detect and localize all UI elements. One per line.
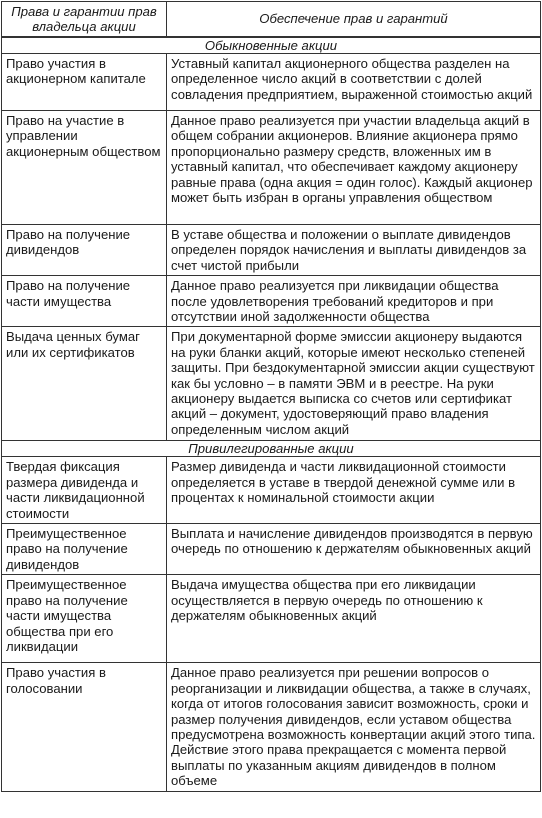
- table-row: [2, 663, 541, 791]
- header-guarantees: Обеспечение прав и гарантий: [167, 2, 541, 38]
- table-row: [2, 54, 541, 111]
- right-cell: Право участия в акционерном капитале: [2, 54, 167, 111]
- guarantee-cell: Данное право реализуется при решении вопросов о реорганизации и ликвидации общества, а также в случаях, когда от итогов голосования зависит возможность, сроки и размер получения дивидендов, если уставом общества предусмотрена возможность конвертации акций этого типа. Действие этого права прекращается с момента первой выплаты по указанным акциям дивидендов в полном объеме: [167, 663, 541, 791]
- guarantee-cell: В уставе общества и положении о выплате дивидендов определен порядок начисления и выплаты дивидендов за счет чистой прибыли: [167, 225, 541, 276]
- table-row: [2, 225, 541, 276]
- table-row: [2, 111, 541, 225]
- table-header-row: [2, 2, 541, 38]
- guarantee-cell: Выдача имущества общества при его ликвидации осуществляется в первую очередь по отношению к держателям обыкновенных акций: [167, 575, 541, 663]
- right-cell: Твердая фиксация размера дивиденда и части ликвидационной стоимости: [2, 457, 167, 524]
- guarantee-cell: При документарной форме эмиссии акционеру выдаются на руки бланки акций, которые имеют несколько степеней защиты. При бездокументарной эмиссии акции существуют как бы условно – в памяти ЭВМ и в реестре. На руки акционеру выдается выписка со счетов или сертификат акций – документ, удостоверяющий право владения определенным числом акций: [167, 327, 541, 441]
- right-cell: Выдача ценных бумаг или их сертификатов: [2, 327, 167, 441]
- guarantee-cell: Уставный капитал акционерного общества разделен на определенное число акций в соответствии с долей совладения предприятием, выраженной стоимостью акций: [167, 54, 541, 111]
- right-cell: Преимущественное право на получение части имущества общества при его ликвидации: [2, 575, 167, 663]
- table-row: [2, 575, 541, 663]
- right-cell: Право на получение части имущества: [2, 276, 167, 327]
- right-cell: Право на получение дивидендов: [2, 225, 167, 276]
- header-rights: Права и гарантии прав владельца акции: [2, 2, 167, 38]
- section-row-preferred: [2, 441, 541, 457]
- section-row-ordinary: [2, 37, 541, 54]
- table-row: [2, 524, 541, 575]
- guarantee-cell: Данное право реализуется при ликвидации общества после удовлетворения требований кредиторов и при отсутствии иной задолженности общества: [167, 276, 541, 327]
- guarantee-cell: Выплата и начисление дивидендов производятся в первую очередь по отношению к держателям обыкновенных акций: [167, 524, 541, 575]
- table-row: [2, 276, 541, 327]
- rights-table: [1, 1, 541, 792]
- right-cell: Право участия в голосовании: [2, 663, 167, 791]
- guarantee-cell: Данное право реализуется при участии владельца акций в общем собрании акционеров. Влияние акционера прямо пропорционально размеру средств, вложенных им в уставный капитал, что обеспечивает каждому акционеру равные права (одна акция = один голос). Каждый акционер может быть избран в органы управления обществом: [167, 111, 541, 225]
- section-title-ordinary: Обыкновенные акции: [2, 37, 541, 54]
- right-cell: Преимущественное право на получение дивидендов: [2, 524, 167, 575]
- table-row: [2, 457, 541, 524]
- guarantee-cell: Размер дивиденда и части ликвидационной стоимости определяется в уставе в твердой денежной сумме или в процентах к номинальной стоимости акции: [167, 457, 541, 524]
- right-cell: Право на участие в управлении акционерным обществом: [2, 111, 167, 225]
- section-title-preferred: Привилегированные акции: [2, 441, 541, 457]
- table-row: [2, 327, 541, 441]
